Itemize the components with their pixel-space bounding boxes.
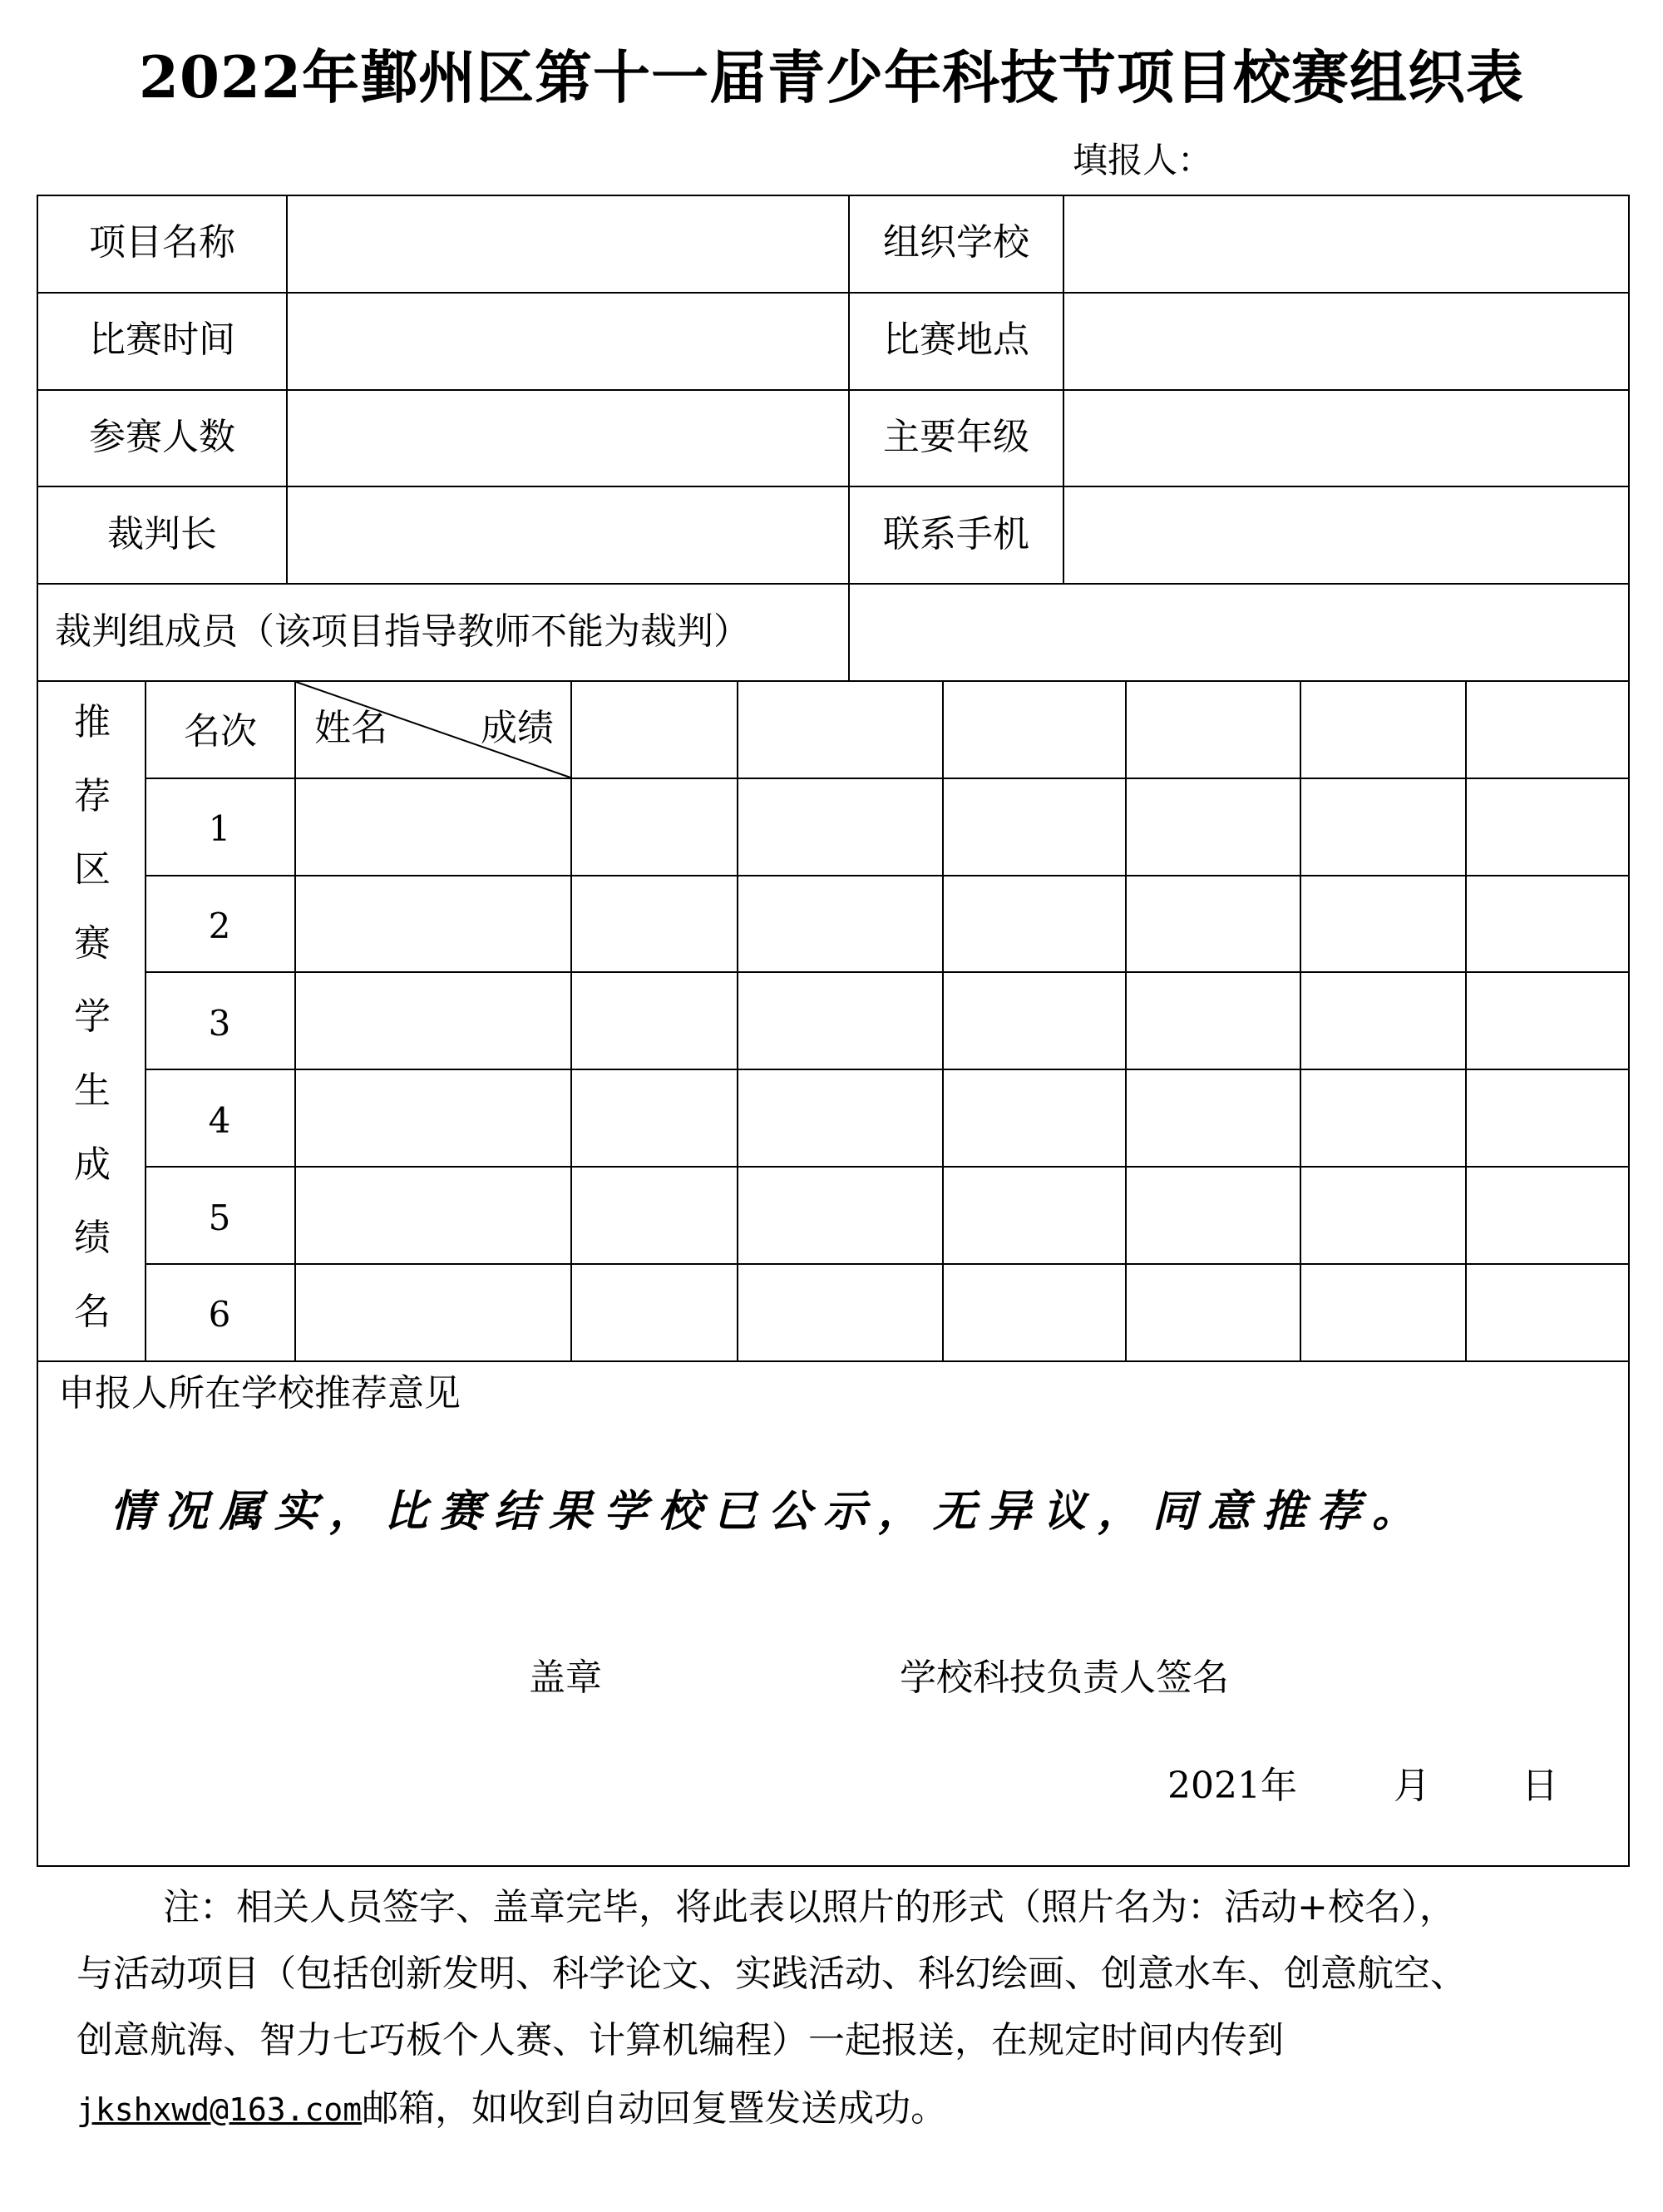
row-divider [146,875,1630,876]
col-divider [570,680,572,1360]
side-label-char: 成 [74,1143,111,1186]
note-line-1: 注：相关人员签字、盖章完毕，将此表以照片的形式（照片名为：活动+校名）， [163,1886,1456,1928]
header-name: 姓名 [314,707,387,749]
col-divider [294,680,296,1360]
label-competition-venue: 比赛地点 [883,318,1029,361]
date-month: 月 [1394,1765,1430,1807]
table-border-bottom [37,1865,1630,1867]
row-divider [146,1263,1630,1265]
side-label-char: 推 [74,701,111,743]
col-divider [1300,680,1301,1360]
side-label-char: 绩 [74,1217,111,1260]
side-label-char: 名 [74,1290,111,1333]
field-participant-count[interactable] [288,391,848,486]
rank-number: 3 [208,1003,231,1044]
page-title: 2022年鄞州区第十一届青少年科技节项目校赛组织表 [138,44,1525,111]
side-label-char: 区 [74,848,111,891]
col-divider [1125,680,1127,1360]
field-organizing-school[interactable] [1064,196,1628,292]
field-contact-phone[interactable] [1064,487,1628,583]
rank-number: 6 [208,1294,231,1335]
header-score: 成绩 [481,707,554,749]
side-label-char: 赛 [74,921,111,965]
note-line-3: 创意航海、智力七巧板个人赛、计算机编程）一起报送，在规定时间内传到 [76,2019,1284,2061]
filler-label: 填报人： [1073,140,1213,180]
label-participant-count: 参赛人数 [89,416,235,458]
header-rank: 名次 [184,710,257,753]
rank-number: 4 [208,1100,231,1141]
date-year: 2021年 [1167,1765,1297,1807]
field-competition-venue[interactable] [1064,294,1628,389]
results-side-label [72,686,113,1349]
date-day: 日 [1522,1765,1558,1807]
row-divider [146,1166,1630,1168]
field-referee-members[interactable] [850,585,1628,680]
row-divider [37,1360,1630,1362]
label-referee-members: 裁判组成员（该项目指导教师不能为裁判） [55,610,750,653]
label-school-recommendation: 申报人所在学校推荐意见 [58,1372,461,1415]
rank-number: 1 [208,808,231,849]
col-divider [737,680,738,1360]
side-label-char: 学 [74,995,111,1039]
label-contact-phone: 联系手机 [883,513,1029,555]
note-line-4-suffix: 邮箱，如收到自动回复暨发送成功。 [362,2087,948,2130]
side-label-char: 荐 [74,774,111,817]
rank-number: 5 [208,1197,231,1238]
field-chief-referee[interactable] [288,487,848,583]
field-project-name[interactable] [288,196,848,292]
label-tech-lead-signature: 学校科技负责人签名 [900,1657,1229,1699]
table-border-right [1628,195,1630,1867]
note-line-2: 与活动项目（包括创新发明、科学论文、实践活动、科幻绘画、创意水车、创意航空、 [76,1953,1467,1995]
label-seal: 盖章 [529,1657,602,1699]
label-chief-referee: 裁判长 [107,513,217,555]
rank-number: 2 [208,906,231,946]
label-main-grade: 主要年级 [883,416,1029,458]
row-divider [37,680,1630,682]
side-label-char: 生 [74,1069,111,1112]
handwritten-recommendation: 情况属实，比赛结果学校已公示，无异议，同意推荐。 [110,1487,1428,1537]
label-competition-time: 比赛时间 [89,318,235,361]
email-link[interactable]: jkshxwd@163.com [76,2091,363,2128]
label-organizing-school: 组织学校 [883,221,1029,264]
row-divider [146,971,1630,973]
field-competition-time[interactable] [288,294,848,389]
note-line-4 [76,2087,948,2130]
col-divider [942,680,944,1360]
col-divider [1465,680,1467,1360]
row-divider [146,1069,1630,1070]
label-project-name: 项目名称 [89,221,235,264]
field-main-grade[interactable] [1064,391,1628,486]
